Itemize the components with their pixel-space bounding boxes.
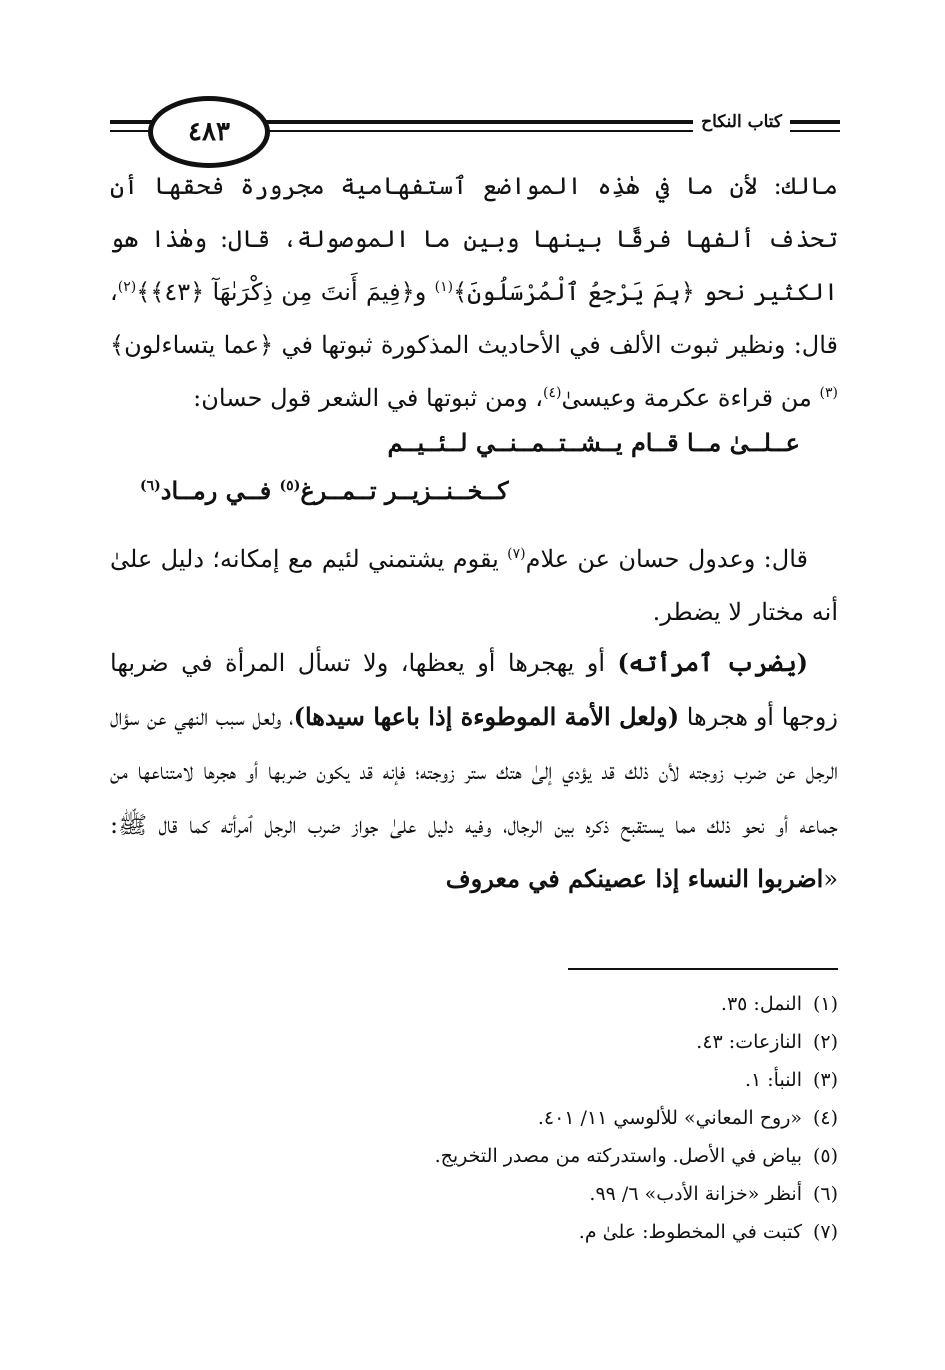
text-line: ، ومن ثبوتها في الشعر قول حسان: — [193, 384, 544, 412]
footnote-ref-6[interactable]: (٦) — [140, 478, 161, 494]
verse-text: فــي رمــاد — [160, 476, 280, 505]
matn-quote: (يضرب ٱمرأته) — [617, 648, 809, 677]
text-line: فرقًا بينها وبين ما الموصولة، قال: وهٰذا هو الكثير نحو ﴿بِمَ يَرْجِعُ — [110, 225, 839, 306]
quran-quote: ٱلْمُرْسَلُونَ﴾ — [453, 278, 580, 306]
text-line: في الأحاديث المذكورة ثبوتها في ﴿عما يتساءلون﴾ — [110, 331, 601, 359]
quran-quote: و﴿فِيمَ أَنتَ مِن ذِكْرَىٰهَآ ﴿٤٣﴾﴾ — [136, 278, 435, 306]
paragraph-3 — [110, 636, 838, 906]
paragraph-2 — [110, 533, 838, 639]
paragraph-1 — [110, 160, 838, 425]
footnote-ref-2[interactable]: (٢) — [117, 279, 137, 295]
text-line: من قراءة عكرمة — [643, 384, 820, 412]
text-line: وعيسىٰ — [561, 384, 637, 412]
text-line: مالك: لأن ما في هٰذِه المواضع ٱستفهامية مجرورة فحقها أن تحذف ألفها — [110, 172, 838, 253]
footnote-5: (٥)بياض في الأصل. واستدركته من مصدر التخريج. — [434, 1145, 838, 1167]
page-header — [110, 90, 840, 170]
footnote-ref-4[interactable]: (٤) — [543, 385, 562, 401]
verse-text: كــخــنــزيــر تــمــرغ — [300, 476, 509, 505]
footnote-ref-3[interactable]: (٣) — [819, 385, 838, 401]
text-line: قال: وعدول حسان عن علام — [525, 545, 808, 573]
hadith-quote: اضربوا النساء إذا عصينكم في معروف — [445, 864, 824, 893]
poem-verse-1: عــلــىٰ مــا قــام يــشــتــمــنــي لــئــيــم — [387, 428, 800, 457]
footnotes — [110, 985, 838, 1251]
footnote-ref-1[interactable]: (١) — [434, 279, 454, 295]
text-line: ، ولعل سبب النهي عن سؤال الرجل عن ضرب زوجته لأن ذلك قد يؤدي إلىٰ هتك ستر زوجته؛ فإنه قد يكون ضربها أو هجرها لامتناعها من جماعه أو نحو ذلك مما يستقبح ذكره بين الرجال، وفيه دليل علىٰ جواز ضرب الرجل ٱمرأته كما قال ﷺ: « — [110, 703, 838, 893]
footnote-1: (١)النمل: ٣٥. — [720, 993, 838, 1015]
footnote-7: (٧)كتبت في المخطوط: علىٰ م. — [578, 1221, 838, 1243]
poem-verse-2 — [140, 476, 800, 505]
footnote-ref-7[interactable]: (٧) — [507, 546, 526, 562]
footnote-3: (٣)النبأ: ١. — [744, 1069, 838, 1091]
footnote-ref-5[interactable]: (٥) — [279, 478, 301, 494]
page-number: ٤٨٣ — [148, 96, 270, 168]
text-line: يقوم يشتمني لئيم مع إمكانه؛ دليل علىٰ أنه مختار لا يضطر. — [110, 545, 838, 626]
footnote-separator — [568, 968, 838, 970]
text-line: أو يهجرها أو يعظها، ولا تسأل المرأة في ضربها زوجها أو هجرها — [110, 649, 838, 731]
book-title: كتاب النكاح — [693, 112, 790, 132]
footnote-2: (٢)النازعات: ٤٣. — [696, 1031, 838, 1053]
footnote-6: (٦)أنظر «خزانة الأدب» ٦/ ٩٩. — [589, 1183, 838, 1205]
matn-quote: (ولعل الأمة الموطوءة إذا باعها سيدها) — [293, 702, 680, 731]
footnote-4: (٤)«روح المعاني» للألوسي ١١/ ٤٠١. — [537, 1107, 838, 1129]
text-line: ، قال: ونظير ثبوت الألف — [110, 278, 838, 359]
